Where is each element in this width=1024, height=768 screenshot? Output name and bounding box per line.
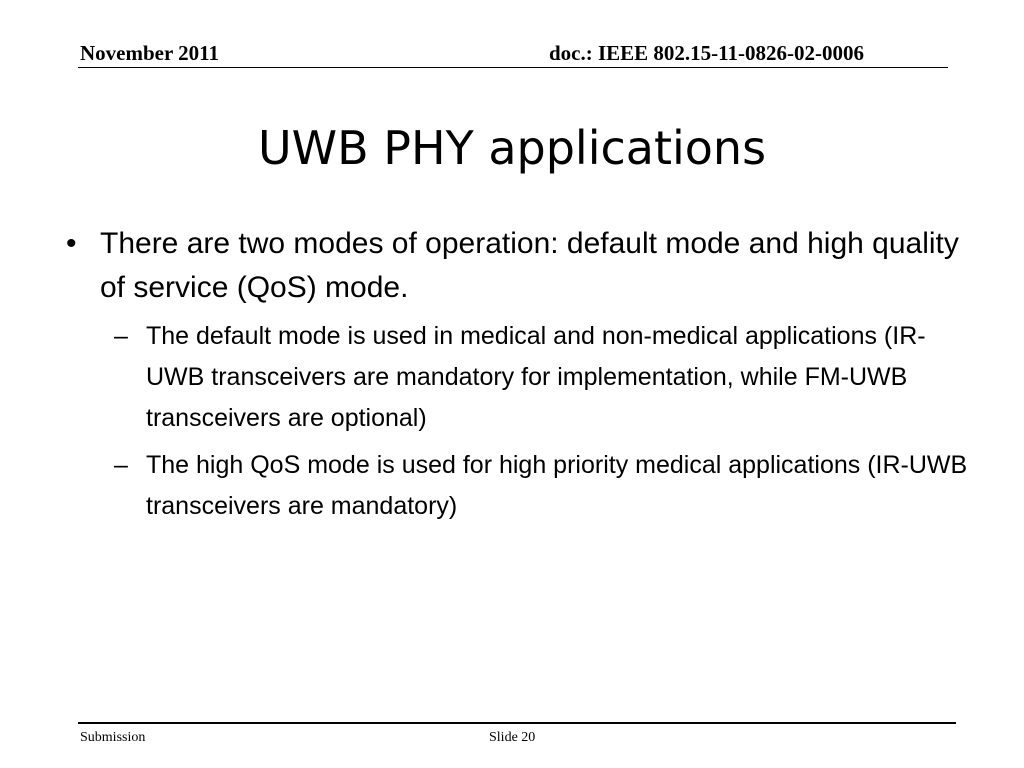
header-divider	[78, 67, 948, 68]
slide-title: UWB PHY applications	[257, 121, 767, 175]
header-doc-id: doc.: IEEE 802.15-11-0826-02-0006	[549, 41, 864, 65]
bullet-item	[60, 222, 980, 310]
bullet-text: There are two modes of operation: default mode and high quality of service (QoS) mode.	[100, 227, 959, 304]
footer-divider	[78, 722, 956, 724]
sub-bullet-text: The default mode is used in medical and non-medical applications (IR-UWB transceivers are mandatory for implementation, while FM-UWB transceivers are optional)	[146, 322, 926, 432]
footer-slide-number: Slide 20	[489, 730, 536, 745]
header-date: November 2011	[80, 41, 220, 65]
bullet-marker: •	[66, 227, 77, 260]
sub-bullet-text: The high QoS mode is used for high priority medical applications (IR-UWB transceivers are mandatory)	[146, 451, 968, 520]
sub-bullet-marker: –	[114, 451, 128, 479]
sub-bullet-item	[60, 316, 980, 439]
sub-bullet-item	[60, 445, 980, 527]
footer-submission: Submission	[80, 730, 146, 745]
sub-bullet-marker: –	[114, 322, 128, 350]
slide-content	[60, 222, 980, 533]
